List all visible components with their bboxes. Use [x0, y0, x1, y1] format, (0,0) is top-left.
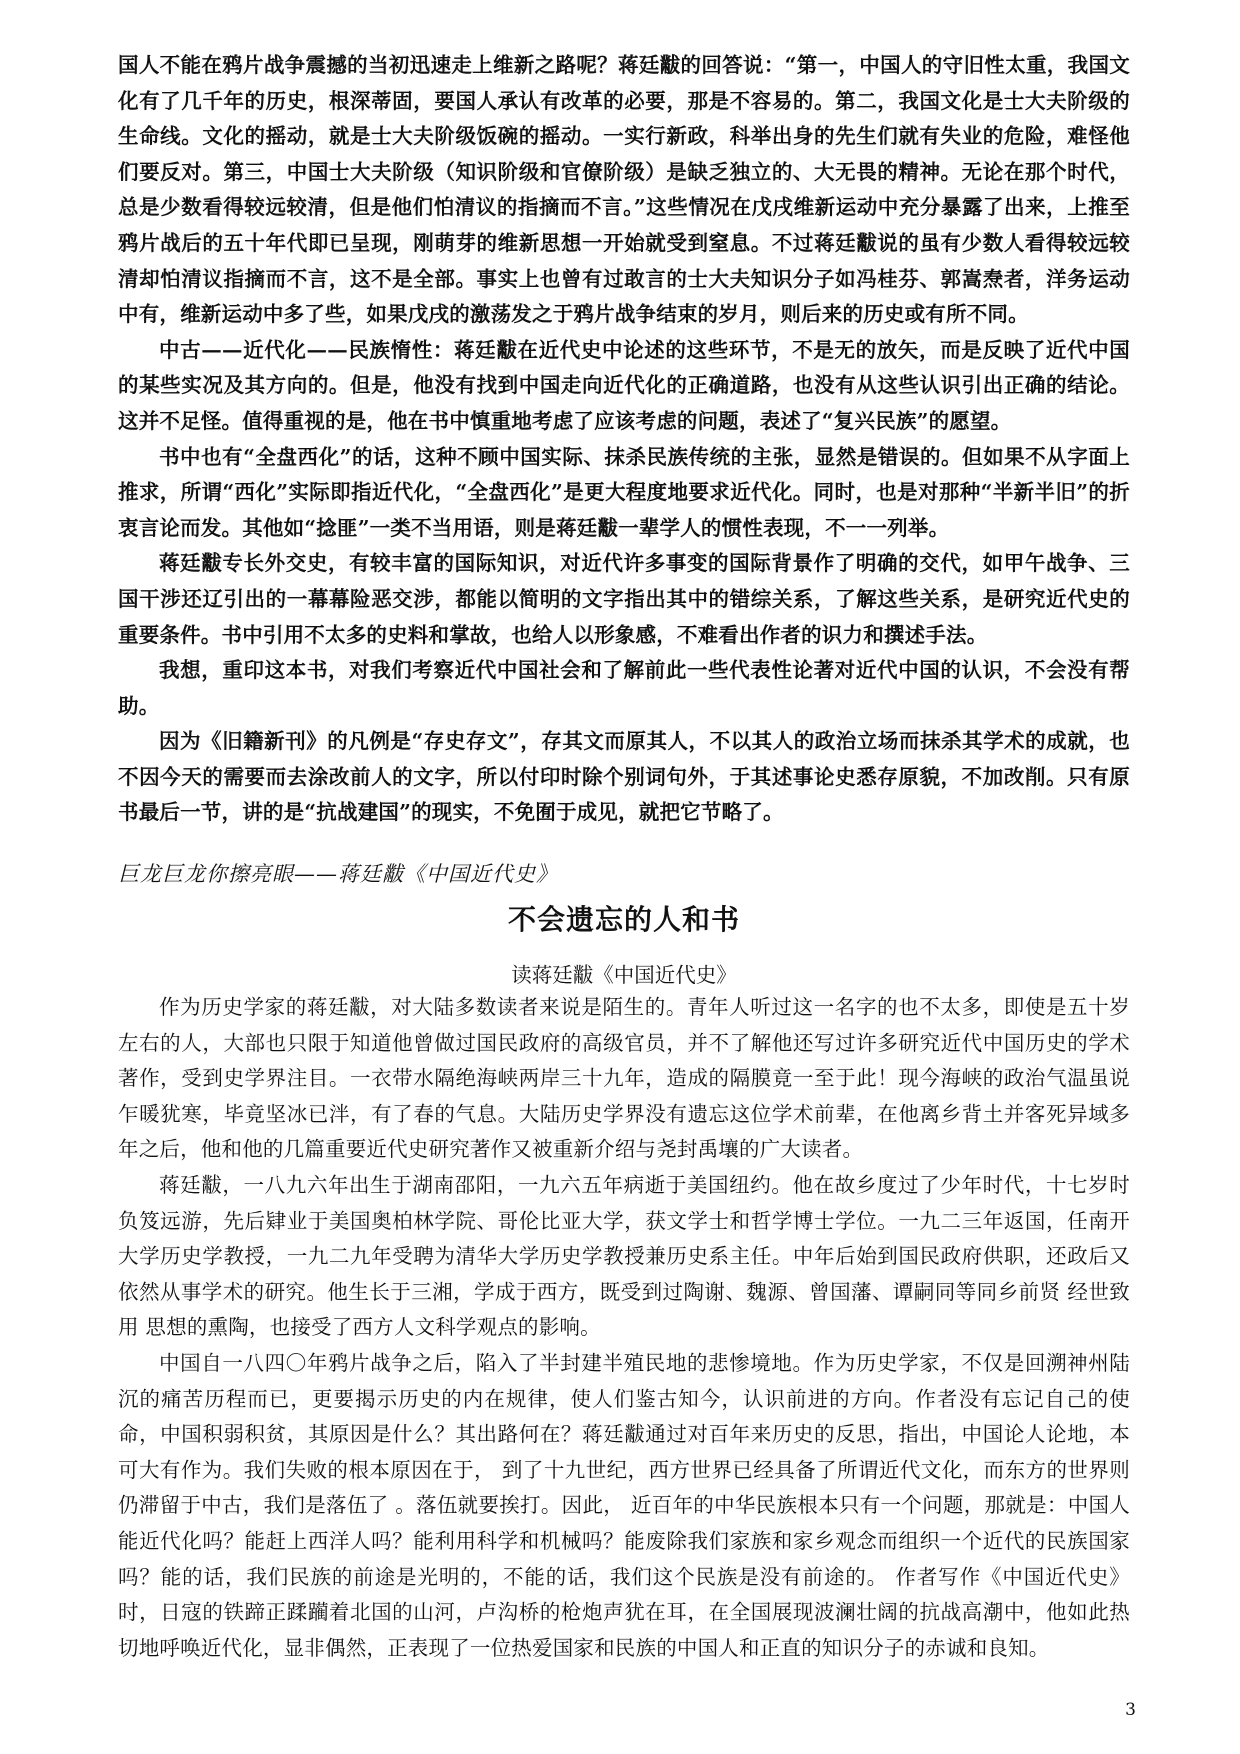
article-body [118, 990, 1130, 1666]
paragraph: 作为历史学家的蒋廷黻，对大陆多数读者来说是陌生的。青年人听过这一名字的也不太多，即使是五十岁左右的人，大部也只限于知道他曾做过国民政府的高级官员，并不了解他还写过许多研究近代中国历史的学术著作，受到史学界注目。一衣带水隔绝海峡两岸三十九年，造成的隔膜竟一至于此！现今海峡的政治气温虽说乍暖犹寒，毕竟坚冰已泮，有了春的气息。大陆历史学界没有遗忘这位学术前辈，在他离乡背土并客死异域多年之后，他和他的几篇重要近代史研究著作又被重新介绍与尧封禹壤的广大读者。 [118, 995, 1130, 1162]
article-title: 不会遗忘的人和书 [507, 903, 740, 936]
paragraph: 蒋廷黻专长外交史，有较丰富的国际知识，对近代许多事变的国际背景作了明确的交代，如甲午战争、三国干涉还辽引出的一幕幕险恶交涉，都能以简明的文字指出其中的错综关系，了解这些关系，是研究近代史的重要条件。书中引用不太多的史料和掌故，也给人以形象感，不难看出作者的识力和撰述手法。 [118, 551, 1130, 647]
paragraph: 我想，重印这本书，对我们考察近代中国社会和了解前此一些代表性论著对近代中国的认识，不会没有帮助。 [118, 658, 1130, 718]
paragraph: 中国自一八四〇年鸦片战争之后，陷入了半封建半殖民地的悲惨境地。作为历史学家，不仅是回溯神州陆沉的痛苦历程而已，更要揭示历史的内在规律，使人们鉴古知今，认识前进的方向。作者没有忘记自己的使命，中国积弱积贫，其原因是什么？其出路何在？蒋廷黻通过对百年来历史的反思，指出，中国论人论地，本可大有作为。我们失败的根本原因在于， 到了十九世纪，西方世界已经具备了所谓近代文化，而东方的世界则仍滞留于中古，我们是落伍了 。落伍就要挨打。因此， 近百年的中华民族根本只有一个问题，那就是：中国人能近代化吗？能赶上西洋人吗？能利用科学和机械吗？能废除我们家族和家乡观念而组织一个近代的民族国家吗？能的话，我们民族的前途是光明的，不能的话，我们这个民族是没有前途的。 作者写作《中国近代史》时，日寇的铁蹄正蹂躏着北国的山河，卢沟桥的枪炮声犹在耳，在全国展现波澜壮阔的抗战高潮中，他如此热切地呼唤近代化，显非偶然，正表现了一位热爱国家和民族的中国人和正直的知识分子的赤诚和良知。 [118, 1350, 1130, 1660]
paragraph: 国人不能在鸦片战争震撼的当初迅速走上维新之路呢？蒋廷黻的回答说：“第一，中国人的守旧性太重，我国文化有了几千年的历史，根深蒂固，要国人承认有改革的必要，那是不容易的。第二，我国文化是士大夫阶级的生命线。文化的摇动，就是士大夫阶级饭碗的摇动。一实行新政，科举出身的先生们就有失业的危险，难怪他们要反对。第三，中国士大夫阶级（知识阶级和官僚阶级）是缺乏独立的、大无畏的精神。无论在那个时代，总是少数看得较远较清，但是他们怕清议的指摘而不言。”这些情况在戊戌维新运动中充分暴露了出来，上推至鸦片战后的五十年代即已呈现，刚萌芽的维新思想一开始就受到窒息。不过蒋廷黻说的虽有少数人看得较远较清却怕清议指摘而不言，这不是全部。事实上也曾有过敢言的士大夫知识分子如冯桂芬、郭嵩焘者，洋务运动中有，维新运动中多了些，如果戊戌的激荡发之于鸦片战争结束的岁月，则后来的历史或有所不同。 [118, 53, 1130, 327]
paragraph: 书中也有“全盘西化”的话，这种不顾中国实际、抹杀民族传统的主张，显然是错误的。但如果不从字面上推求，所谓“西化”实际即指近代化，“全盘西化”是更大程度地要求近代化。同时，也是对那种“半新半旧”的折衷言论而发。其他如“捻匪”一类不当用语，则是蒋廷黻一辈学人的惯性表现，不一一列举。 [118, 444, 1130, 540]
article-subtitle: 读蒋廷黻《中国近代史》 [511, 963, 737, 987]
page-number: 3 [1125, 1700, 1136, 1720]
paragraph: 中古——近代化——民族惰性：蒋廷黻在近代史中论述的这些环节，不是无的放矢，而是反映了近代中国的某些实况及其方向的。但是，他没有找到中国走向近代化的正确道路，也没有从这些认识引出正确的结论。这并不足怪。值得重视的是，他在书中慎重地考虑了应该考虑的问题，表述了“复兴民族”的愿望。 [118, 337, 1130, 433]
paragraph: 蒋廷黻，一八九六年出生于湖南邵阳，一九六五年病逝于美国纽约。他在故乡度过了少年时代，十七岁时负笈远游，先后肄业于美国奥柏林学院、哥伦比亚大学，获文学士和哲学博士学位。一九二三年返国，任南开大学历史学教授，一九二九年受聘为清华大学历史学教授兼历史系主任。中年后始到国民政府供职，还政后又依然从事学术的研究。他生长于三湘，学成于西方，既受到过陶谢、魏源、曾国藩、谭嗣同等同乡前贤 经世致用 思想的熏陶，也接受了西方人文科学观点的影响。 [118, 1172, 1130, 1340]
section-heading: 巨龙巨龙你擦亮眼——蒋廷黻《中国近代史》 [118, 862, 558, 886]
preface-text-block [118, 48, 1130, 831]
paragraph: 因为《旧籍新刊》的凡例是“存史存文”，存其文而原其人，不以其人的政治立场而抹杀其学术的成就，也不因今天的需要而去涂改前人的文字，所以付印时除个别词句外，于其述事论史悉存原貌，不加改削。只有原书最后一节，讲的是“抗战建国”的现实，不免囿于成见，就把它节略了。 [118, 729, 1130, 825]
